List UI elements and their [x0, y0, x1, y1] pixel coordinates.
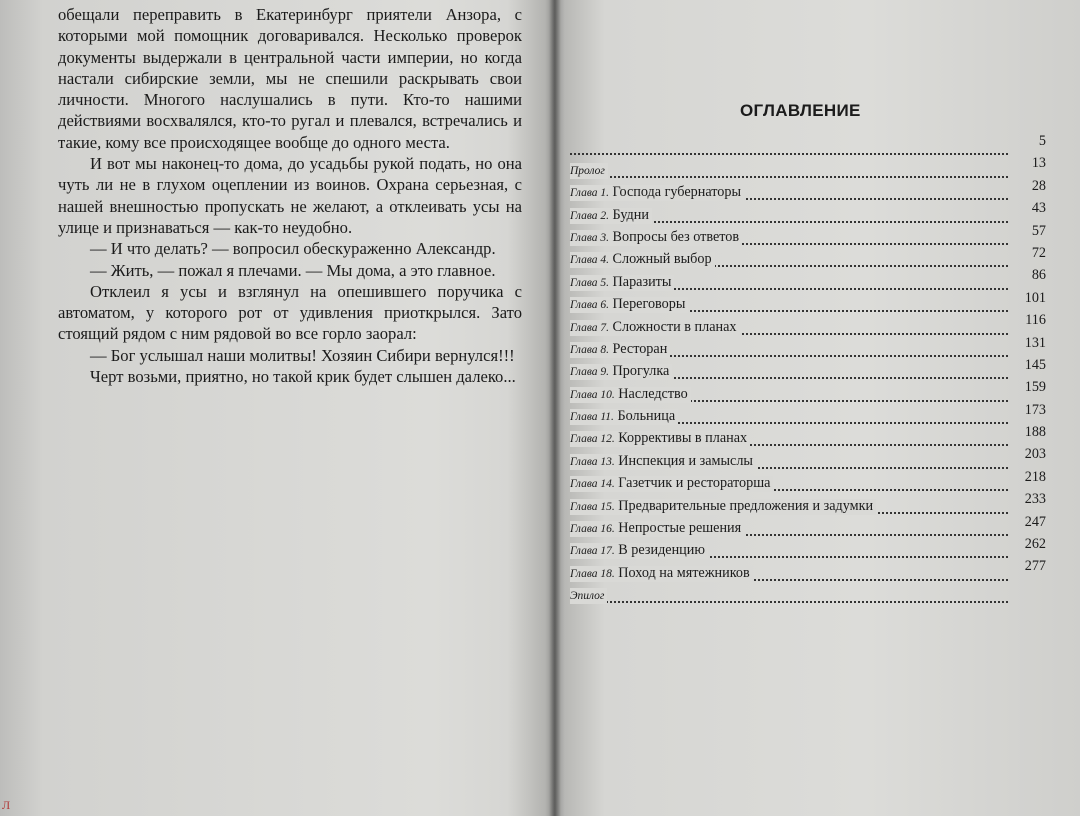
toc-entry-label	[570, 252, 715, 268]
toc-entry-label	[570, 454, 756, 470]
leader-dots	[570, 601, 1008, 603]
toc-entry-label	[570, 476, 773, 492]
toc-entry-prefix: Глава 4.	[570, 254, 609, 267]
toc-entry-label	[570, 275, 674, 291]
toc-entry	[570, 289, 1046, 315]
toc-entry-label	[570, 409, 678, 425]
toc-entry-title: Наследство	[618, 385, 688, 402]
toc-entry-page: 203	[1024, 446, 1046, 463]
leader-dots	[570, 153, 1008, 155]
paragraph-6: — Бог услышал наши молитвы! Хозяин Сибири вернулся!!!	[90, 345, 515, 365]
toc-entry	[570, 222, 1046, 248]
toc-entry-prefix: Пролог	[570, 164, 605, 177]
toc-entry	[570, 401, 1046, 427]
toc-entry-page: 57	[1031, 222, 1046, 239]
toc-entry	[570, 379, 1046, 404]
toc-entry-page: 86	[1031, 267, 1046, 284]
toc-entry-page: 72	[1031, 244, 1046, 261]
toc-entry-label	[570, 163, 608, 179]
toc-entry-title: Газетчик и рестораторша	[618, 475, 771, 492]
toc-entry-title: Прогулка	[612, 363, 670, 380]
toc-entry-title: Непростые решения	[618, 520, 742, 537]
toc-entry	[570, 558, 1046, 583]
toc-entry	[570, 446, 1046, 471]
toc-entry-prefix: Глава 6.	[570, 299, 609, 312]
toc-entry-label	[570, 342, 670, 358]
toc-entry-prefix: Глава 1.	[570, 187, 609, 200]
toc-entry-page: 5	[1038, 133, 1046, 149]
toc-entry	[570, 356, 1046, 382]
table-of-contents	[570, 133, 1046, 606]
toc-entry	[570, 468, 1046, 494]
toc-entry-title: В резиденцию	[618, 542, 705, 559]
paragraph-2: И вот мы наконец-то дома, до усадьбы рукой подать, но она чуть ли не в глухом оцеплении из воинов. Охрана серьезная, с нашей внешностью пропускать не желают, а отклеивать усы на улице и признаваться — как-то неудобно.	[58, 154, 522, 237]
toc-entry	[570, 267, 1046, 292]
toc-entry-label	[570, 543, 708, 559]
toc-entry-label	[570, 588, 607, 604]
paragraph-4: — Жить, — пожал я плечами. — Мы дома, а это главное.	[90, 260, 496, 280]
toc-entry-title: Сложный выбор	[612, 251, 712, 268]
toc-entry-label	[570, 364, 672, 380]
toc-entry-prefix: Глава 15.	[570, 500, 615, 513]
book-gutter	[549, 0, 561, 816]
toc-entry-prefix: Глава 2.	[570, 209, 609, 222]
toc-entry-title: Коррективы в планах	[618, 430, 748, 447]
toc-entry	[570, 244, 1046, 270]
toc-entry-prefix: Глава 12.	[570, 433, 615, 446]
corner-mark: Л	[2, 798, 11, 812]
toc-entry-page: 159	[1024, 379, 1046, 396]
toc-entry-title: Переговоры	[612, 296, 686, 313]
toc-entry	[570, 177, 1046, 203]
toc-entry-prefix: Глава 3.	[570, 231, 609, 244]
toc-entry-prefix: Глава 18.	[570, 567, 615, 580]
toc-entry-label	[570, 499, 876, 515]
toc-entry	[570, 334, 1046, 360]
toc-entry-page: 116	[1025, 312, 1046, 329]
toc-entry-label	[570, 521, 744, 537]
toc-entry-page: 173	[1024, 401, 1046, 418]
toc-entry-title: Поход на мятежников	[618, 564, 750, 581]
toc-entry-page: 277	[1024, 558, 1046, 575]
toc-entry-label	[570, 230, 742, 246]
toc-entry	[570, 133, 1046, 158]
paragraph-5: Отклеил я усы и взглянул на опешившего поручика с автоматом, у которого рот от удивления приоткрылся. Зато стоящий рядом с ним рядовой во все горло заорал:	[58, 281, 522, 344]
toc-entry-page: 262	[1024, 536, 1046, 553]
toc-entry	[570, 424, 1046, 449]
toc-entry	[570, 513, 1046, 539]
toc-entry-title: Будни	[612, 206, 649, 223]
toc-entry-title: Ресторан	[612, 340, 668, 357]
paragraph-1: обещали переправить в Екатеринбург приятели Анзора, с которыми мой помощник договаривался. Несколько проверок документы выдержали в центральной части империи, но когда настали сибирские земли, мы не спешили раскрывать свои личности. Многого наслушались в пути. Кто-то нашими действиями восхвалялся, кто-то ругал и плевался, встречались и такие, кому все происходящее вообще до одного места.	[58, 5, 522, 152]
toc-entry-page: 131	[1024, 334, 1046, 351]
toc-entry-page: 218	[1024, 468, 1046, 485]
toc-entry-title: Вопросы без ответов	[612, 228, 740, 245]
toc-title: ОГЛАВЛЕНИЕ	[740, 101, 861, 120]
toc-entry-label	[570, 320, 740, 336]
toc-entry-title: Больница	[617, 408, 676, 425]
toc-entry-prefix: Эпилог	[570, 590, 605, 603]
toc-entry	[570, 200, 1046, 225]
toc-entry-page: 145	[1024, 356, 1046, 373]
toc-entry-title: Паразиты	[612, 273, 672, 290]
toc-entry-label	[570, 431, 750, 447]
toc-entry-page: 247	[1024, 513, 1046, 530]
paragraph-3: — И что делать? — вопросил обескураженно Александр.	[90, 239, 496, 259]
toc-entry-prefix: Глава 14.	[570, 478, 615, 491]
toc-entry	[570, 312, 1046, 337]
toc-entry-title: Предварительные предложения и задумки	[618, 497, 874, 514]
toc-entry-label	[570, 297, 688, 313]
toc-entry	[570, 491, 1046, 516]
toc-entry-prefix: Глава 10.	[570, 388, 615, 401]
toc-entry-prefix: Глава 16.	[570, 523, 615, 536]
toc-entry-page: 101	[1024, 289, 1046, 306]
toc-entry-prefix: Глава 8.	[570, 343, 609, 356]
left-page-text	[58, 4, 522, 387]
leader-dots	[570, 176, 1008, 178]
toc-entry-prefix: Глава 5.	[570, 276, 609, 289]
toc-entry-page: 188	[1024, 424, 1046, 441]
toc-entry-prefix: Глава 7.	[570, 321, 609, 334]
toc-entry-title: Господа губернаторы	[612, 184, 741, 201]
toc-entry-page: 233	[1024, 491, 1046, 508]
toc-entry-title: Сложности в планах	[612, 318, 737, 335]
toc-entry-page: 43	[1031, 200, 1046, 217]
toc-entry-prefix: Глава 13.	[570, 455, 615, 468]
toc-entry-label	[570, 566, 753, 582]
toc-entry	[570, 536, 1046, 561]
toc-entry	[570, 584, 1046, 606]
toc-entry-label	[570, 387, 691, 403]
toc-entry-title: Инспекция и замыслы	[618, 452, 753, 469]
toc-entry-prefix: Глава 17.	[570, 545, 615, 558]
toc-entry-page: 13	[1031, 155, 1046, 172]
toc-entry	[570, 155, 1046, 180]
toc-entry-prefix: Глава 9.	[570, 366, 609, 379]
toc-entry-label	[570, 185, 744, 201]
toc-entry-label	[570, 208, 652, 224]
toc-entry-page: 28	[1031, 177, 1046, 194]
paragraph-7: Черт возьми, приятно, но такой крик будет слышен далеко...	[90, 367, 516, 387]
toc-entry-prefix: Глава 11.	[570, 411, 614, 424]
